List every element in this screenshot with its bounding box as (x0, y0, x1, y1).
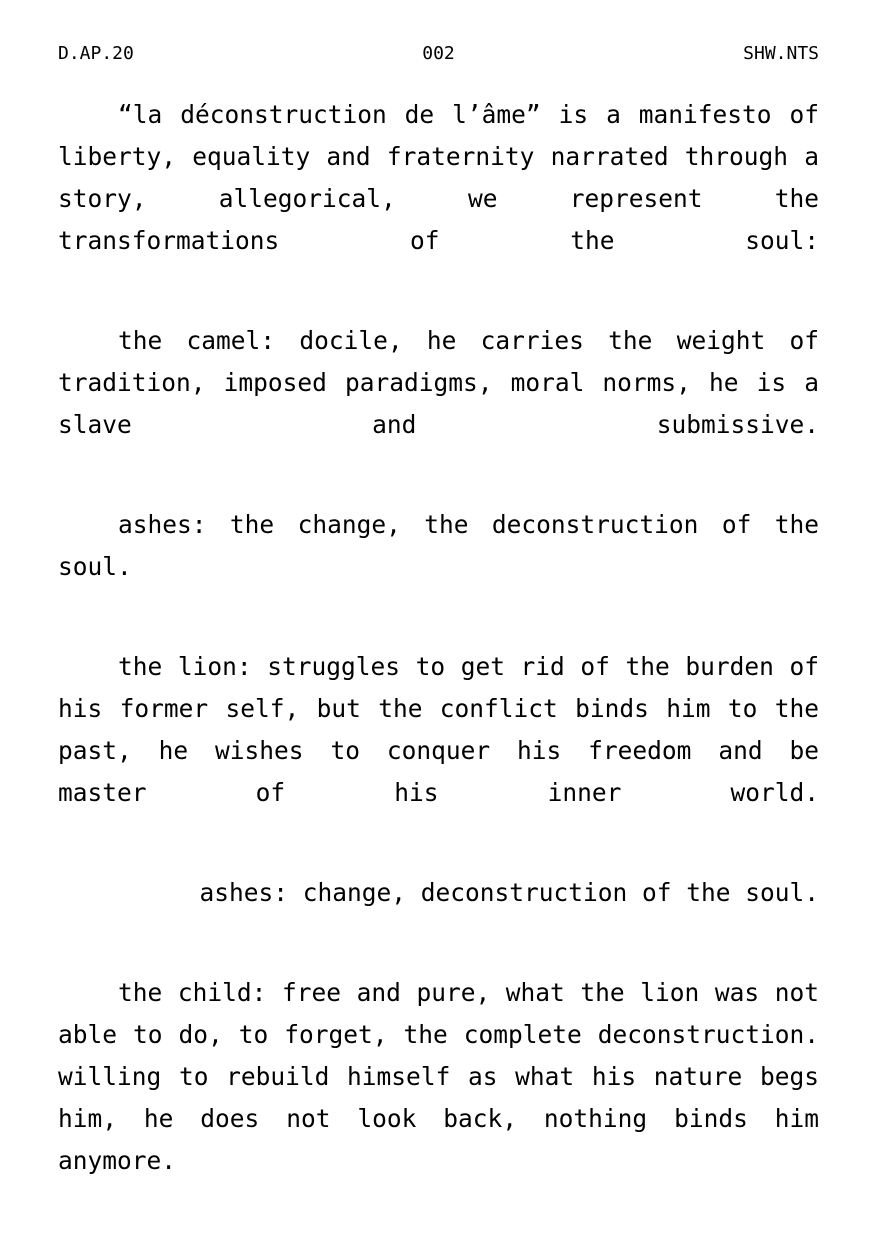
paragraph-ashes-1: ashes: the change, the deconstruction of the soul. (58, 510, 819, 581)
paragraph-child: the child: free and pure, what the lion was not able to do, to forget, the complete deconstruction. willing to rebuild himself as what his nature begs him, he does not look back, nothing binds him anymore. (58, 978, 819, 1175)
page-number: 002 (422, 43, 455, 64)
paragraph-ashes-2: ashes: change, deconstruction of the soul. (199, 878, 819, 907)
paragraph-camel: the camel: docile, he carries the weight of tradition, imposed paradigms, moral norms, he is a slave and submissive. (58, 326, 819, 439)
page-header (58, 42, 819, 66)
body-text (58, 94, 819, 1240)
paragraph-intro: “la déconstruction de l’âme” is a manifesto of liberty, equality and fraternity narrated through a story, allegorical, we represent the transformations of the soul: (58, 100, 819, 255)
paragraph-lion: the lion: struggles to get rid of the burden of his former self, but the conflict binds him to the past, he wishes to conquer his freedom and be master of his inner world. (58, 652, 819, 807)
header-code: D.AP.20 (58, 43, 134, 64)
header-section: SHW.NTS (743, 43, 819, 64)
